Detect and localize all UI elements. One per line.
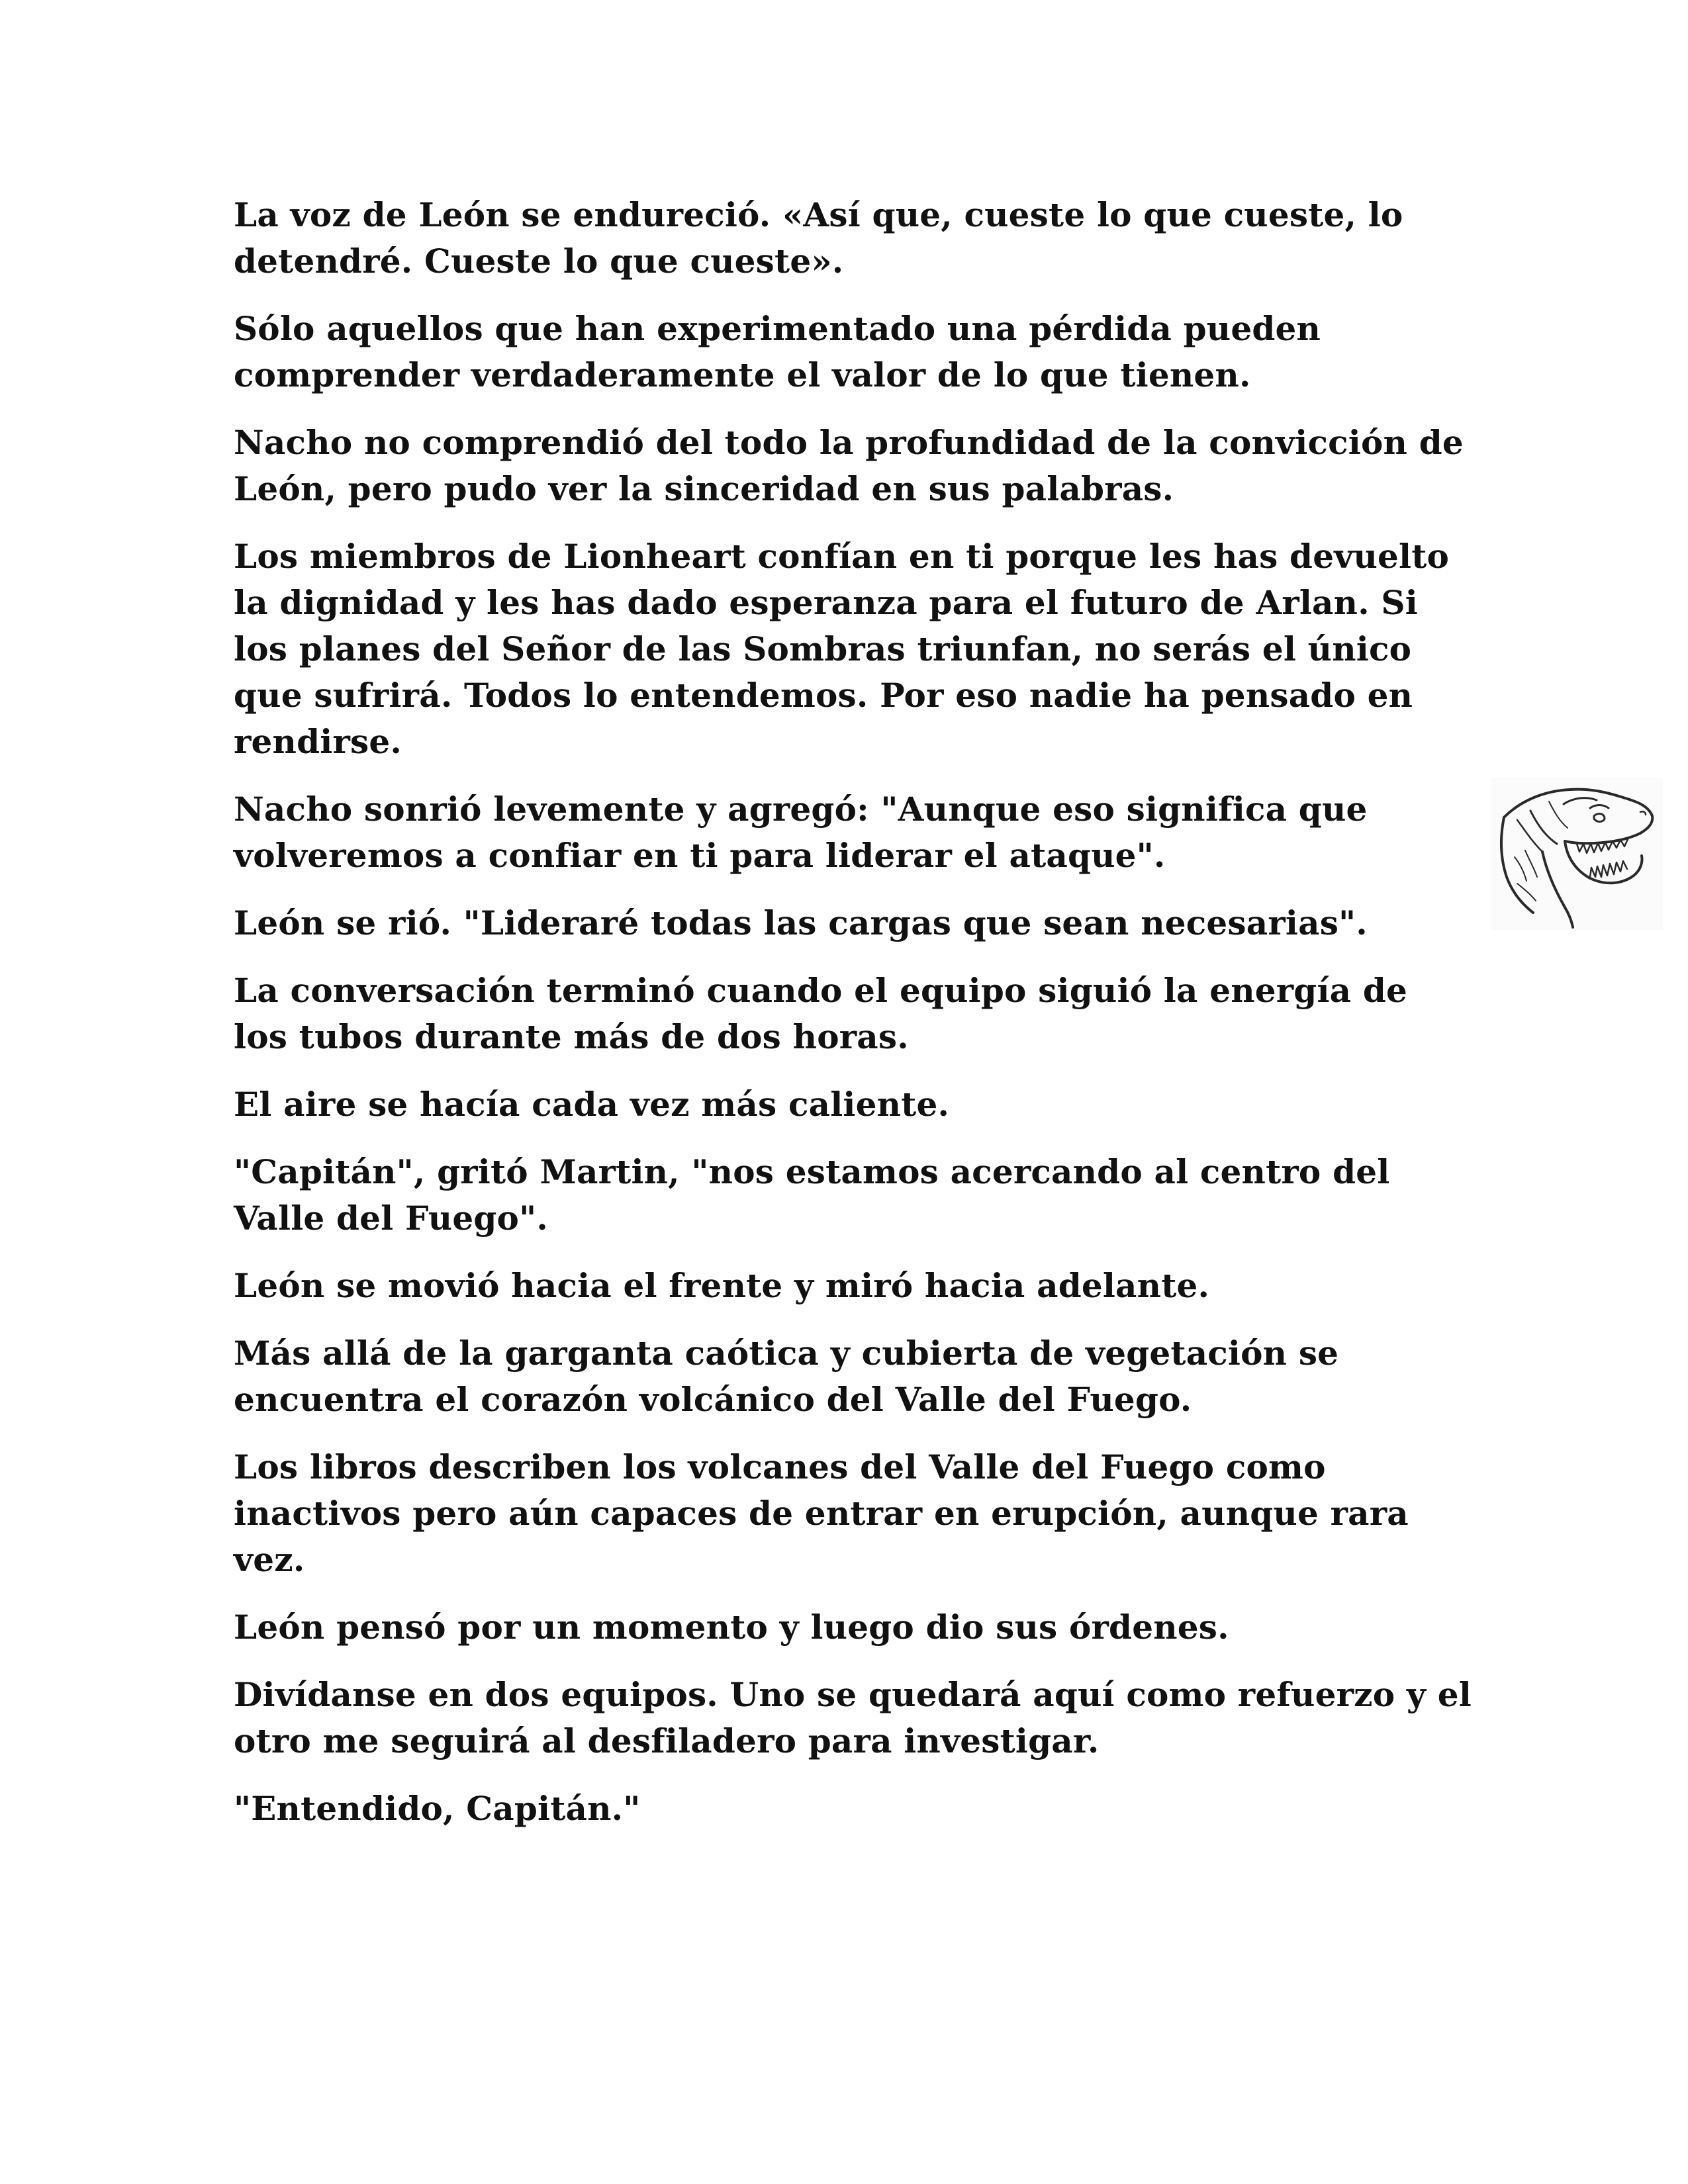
paragraph: "Capitán", gritó Martin, "nos estamos acercando al centro del Valle del Fuego". xyxy=(234,1152,1390,1238)
dinosaur-sketch-icon xyxy=(1491,778,1663,930)
paragraph: Nacho no comprendió del todo la profundidad de la convicción de León, pero pudo ver la sinceridad en sus palabras. xyxy=(234,423,1464,508)
paragraph: León se rió. "Lideraré todas las cargas que sean necesarias". xyxy=(234,903,1368,942)
body-text xyxy=(234,192,1472,1853)
paragraph: Los libros describen los volcanes del Valle del Fuego como inactivos pero aún capaces de entrar en erupción, aunque rara vez. xyxy=(234,1447,1409,1579)
paragraph: Los miembros de Lionheart confían en ti porque les has devuelto la dignidad y les has dado esperanza para el futuro de Arlan. Si los planes del Señor de las Sombras triunfan, no serás el único que sufrirá. Todos lo entendemos. Por eso nadie ha pensado en rendirse. xyxy=(234,537,1450,761)
paragraph: Nacho sonrió levemente y agregó: "Aunque eso significa que volveremos a confiar en ti para liderar el ataque". xyxy=(234,790,1368,875)
paragraph: La conversación terminó cuando el equipo siguió la energía de los tubos durante más de dos horas. xyxy=(234,971,1408,1056)
paragraph: León se movió hacia el frente y miró hacia adelante. xyxy=(234,1266,1210,1305)
paragraph: Divídanse en dos equipos. Uno se quedará aquí como refuerzo y el otro me seguirá al desfiladero para investigar. xyxy=(234,1675,1472,1760)
paragraph: La voz de León se endureció. «Así que, cueste lo que cueste, lo detendré. Cueste lo que cueste». xyxy=(234,195,1403,281)
paragraph: Sólo aquellos que han experimentado una pérdida pueden comprender verdaderamente el valor de lo que tienen. xyxy=(234,309,1321,394)
paragraph: "Entendido, Capitán." xyxy=(234,1789,641,1828)
paragraph: León pensó por un momento y luego dio sus órdenes. xyxy=(234,1608,1229,1647)
paragraph: El aire se hacía cada vez más caliente. xyxy=(234,1085,950,1124)
paragraph: Más allá de la garganta caótica y cubierta de vegetación se encuentra el corazón volcánico del Valle del Fuego. xyxy=(234,1334,1339,1419)
